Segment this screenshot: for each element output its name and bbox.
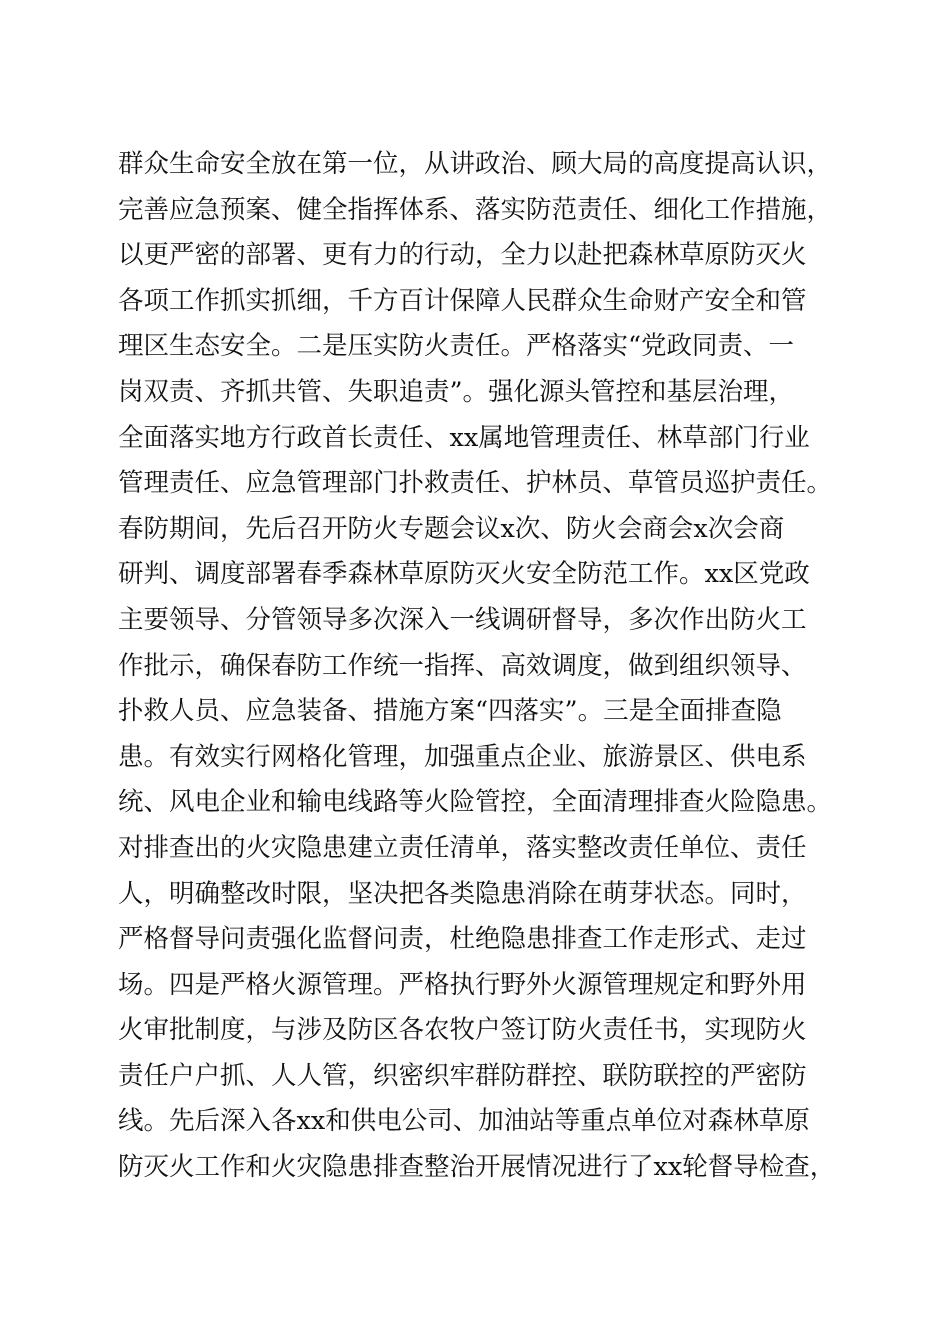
text-line: 管理责任、应急管理部门扑救责任、护林员、草管员巡护责任。: [118, 468, 833, 499]
text-line: 线。先后深入各xx和供电公司、加油站等重点单位对森林草原: [118, 1106, 810, 1137]
text-line: 扑救人员、应急装备、措施方案“四落实”。三是全面排查隐: [118, 696, 782, 727]
text-line: 火审批制度，与涉及防区各农牧户签订防火责任书，实现防火: [118, 1015, 807, 1046]
text-line: 完善应急预案、健全指挥体系、落实防范责任、细化工作措施，: [118, 194, 833, 225]
text-line: 防灭火工作和火灾隐患排查整治开展情况进行了xx轮督导检查，: [118, 1152, 836, 1183]
text-line: 群众生命安全放在第一位，从讲政治、顾大局的高度提高认识，: [118, 149, 833, 179]
text-line: 岗双责、齐抓共管、失职追责”。强化源头管控和基层治理，: [118, 376, 795, 407]
text-line: 以更严密的部署、更有力的行动，全力以赴把森林草原防灭火: [118, 240, 807, 271]
text-line: 场。四是严格火源管理。严格执行野外火源管理规定和野外用: [118, 969, 807, 1000]
text-line: 统、风电企业和输电线路等火险管控，全面清理排查火险隐患。: [118, 787, 833, 818]
text-line: 人，明确整改时限，坚决把各类隐患消除在萌芽状态。同时，: [118, 878, 807, 909]
text-line: 严格督导问责强化监督问责，杜绝隐患排查工作走形式、走过: [118, 924, 807, 955]
text-line: 理区生态安全。二是压实防火责任。严格落实“党政同责、一: [118, 331, 795, 362]
text-line: 主要领导、分管领导多次深入一线调研督导，多次作出防火工: [118, 604, 807, 635]
text-line: 春防期间，先后召开防火专题会议x次、防火会商会x次会商: [118, 513, 785, 544]
text-line: 作批示，确保春防工作统一指挥、高效调度，做到组织领导、: [118, 650, 807, 681]
text-line: 责任户户抓、人人管，织密织牢群防群控、联防联控的严密防: [118, 1060, 807, 1091]
text-line: 各项工作抓实抓细，千方百计保障人民群众生命财产安全和管: [118, 285, 807, 316]
text-line: 全面落实地方行政首长责任、xx属地管理责任、林草部门行业: [118, 422, 810, 453]
text-line: 患。有效实行网格化管理，加强重点企业、旅游景区、供电系: [118, 741, 807, 772]
text-line: 对排查出的火灾隐患建立责任清单，落实整改责任单位、责任: [118, 832, 807, 863]
body-text: [118, 142, 858, 1191]
text-line: 研判、调度部署春季森林草原防灭火安全防范工作。xx区党政: [118, 559, 810, 590]
